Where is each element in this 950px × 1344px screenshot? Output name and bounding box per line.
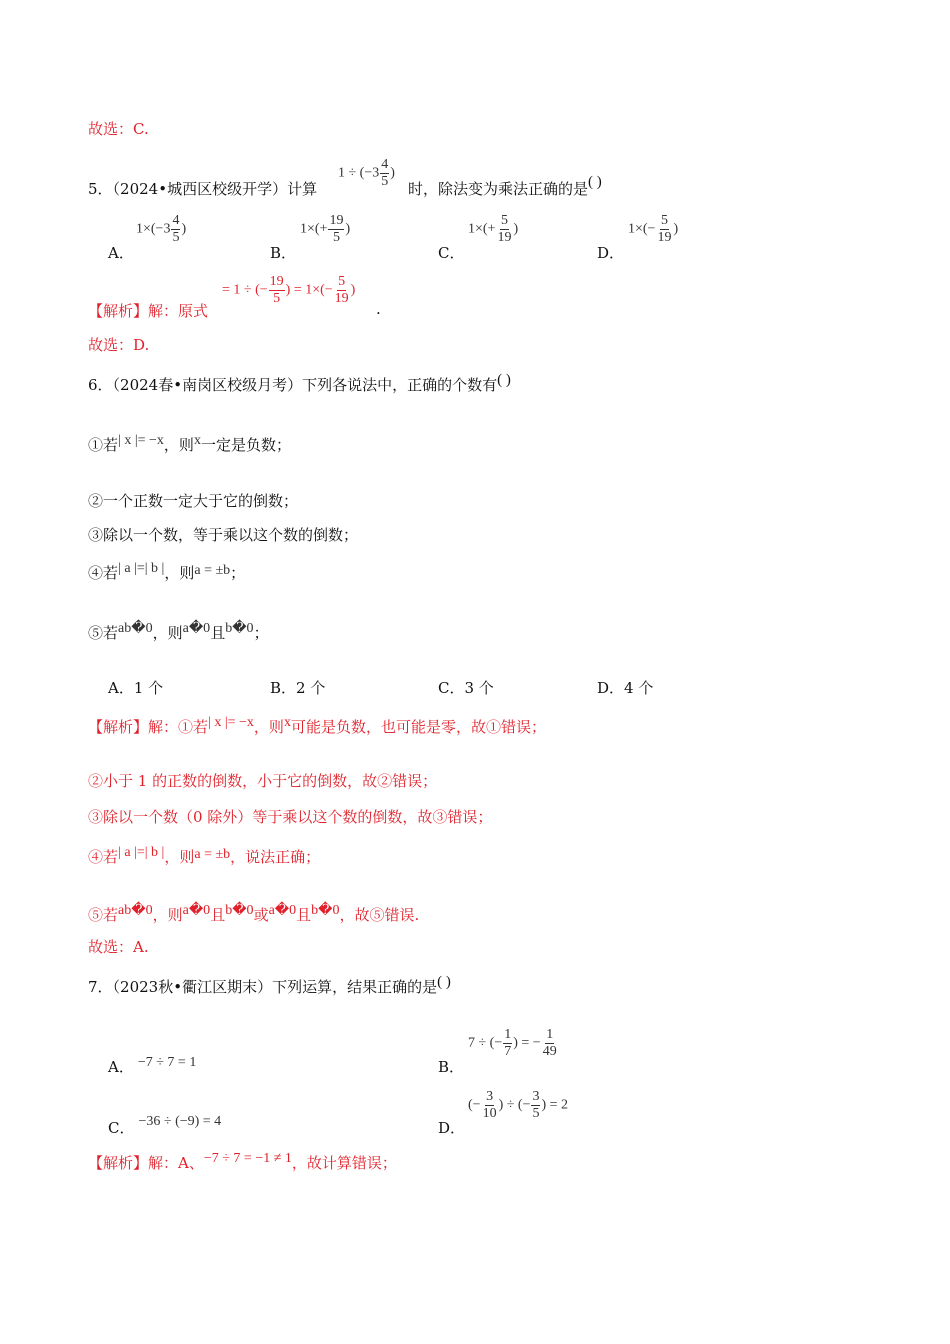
q5-answer: 故选：D. <box>88 336 150 354</box>
q7-option-a[interactable]: A． −7 ÷ 7 = 1 <box>108 1055 197 1076</box>
q6-analysis-2: ②小于 1 的正数的倒数，小于它的倒数，故②错误； <box>88 772 438 790</box>
q5-option-a-expr: 1×(−3 $\frac{4}{5}$ ) <box>136 213 187 245</box>
q5-option-a[interactable]: A． <box>108 244 134 262</box>
q6-option-d[interactable]: D．4 个 <box>597 679 654 697</box>
q6-statement-4: ④若| a |=| b |，则a = ±b； <box>88 561 246 582</box>
q6-answer: 故选：A. <box>88 938 149 956</box>
q5-stem <box>88 178 317 199</box>
q4-answer: 故选：C. <box>88 120 149 138</box>
q6-option-c[interactable]: C．3 个 <box>438 679 494 697</box>
q5-option-b-expr: 1×(+ $\frac{19}{5}$ ) <box>300 213 351 245</box>
q5-analysis-end: . <box>376 300 381 318</box>
q6-statement-5: ⑤若ab�0，则a�0且b�0； <box>88 621 269 642</box>
q6-option-b[interactable]: B．2 个 <box>270 679 326 697</box>
q5-source: （2024•城西区校级开学）计算 <box>112 180 318 198</box>
q6-analysis-3: ③除以一个数（0 除外）等于乘以这个数的倒数，故③错误； <box>88 808 493 826</box>
answer-blank[interactable]: ( ) <box>497 372 511 388</box>
q7-option-d-label[interactable]: D． <box>438 1119 466 1137</box>
q6-analysis-1: 【解析】解：①若| x |= −x，则x可能是负数，也可能是零，故①错误； <box>88 715 546 736</box>
q7-analysis: 【解析】解：A、−7 ÷ 7 = −1 ≠ 1，故计算错误； <box>88 1151 397 1172</box>
q5-option-d[interactable]: D． <box>597 244 625 262</box>
q6-statement-3: ③除以一个数，等于乘以这个数的倒数； <box>88 526 359 544</box>
q7-option-b-label[interactable]: B． <box>438 1058 465 1076</box>
q5-option-c[interactable]: C． <box>438 244 465 262</box>
q6-analysis-4: ④若| a |=| b |，则a = ±b，说法正确； <box>88 845 321 866</box>
q6-stem: 6．（2024春•南岗区校级月考）下列各说法中，正确的个数有( ) <box>88 372 511 394</box>
q5-expression: 1 ÷ (−3 $\frac{4}{5}$ ) <box>338 157 395 189</box>
answer-blank[interactable]: ( ) <box>437 974 451 990</box>
q5-analysis-expr: = 1 ÷ (− $\frac{19}{5}$ ) = 1×(− $\frac{5}{19}$ ) <box>222 274 356 306</box>
q7-option-b-expr: 7 ÷ (− $\frac{1}{7}$ ) = − $\frac{1}{49}$ <box>468 1027 557 1059</box>
q6-statement-2: ②一个正数一定大于它的倒数； <box>88 492 299 510</box>
q6-option-a[interactable]: A．1 个 <box>108 679 164 697</box>
q5-analysis-tag: 【解析】解：原式 <box>88 302 209 320</box>
answer-blank[interactable]: ( ) <box>588 174 602 190</box>
q5-stem-tail: 时，除法变为乘法正确的是( ) <box>408 174 602 198</box>
q5-number: 5． <box>88 180 113 198</box>
q7-option-c[interactable]: C． −36 ÷ (−9) = 4 <box>108 1114 222 1137</box>
q5-option-d-expr: 1×(− $\frac{5}{19}$ ) <box>628 213 679 245</box>
q7-stem: 7．（2023秋•衢江区期末）下列运算，结果正确的是( ) <box>88 974 451 996</box>
q5-option-c-expr: 1×(+ $\frac{5}{19}$ ) <box>468 213 519 245</box>
q6-statement-1: ①若| x |= −x，则x一定是负数； <box>88 433 291 454</box>
q5-option-b[interactable]: B． <box>270 244 297 262</box>
q6-analysis-5: ⑤若ab�0，则a�0且b�0或a�0且b�0，故⑤错误. <box>88 903 420 924</box>
q7-option-d-expr: (− $\frac{3}{10}$ ) ÷ (− $\frac{3}{5}$ ) = 2 <box>468 1089 569 1121</box>
